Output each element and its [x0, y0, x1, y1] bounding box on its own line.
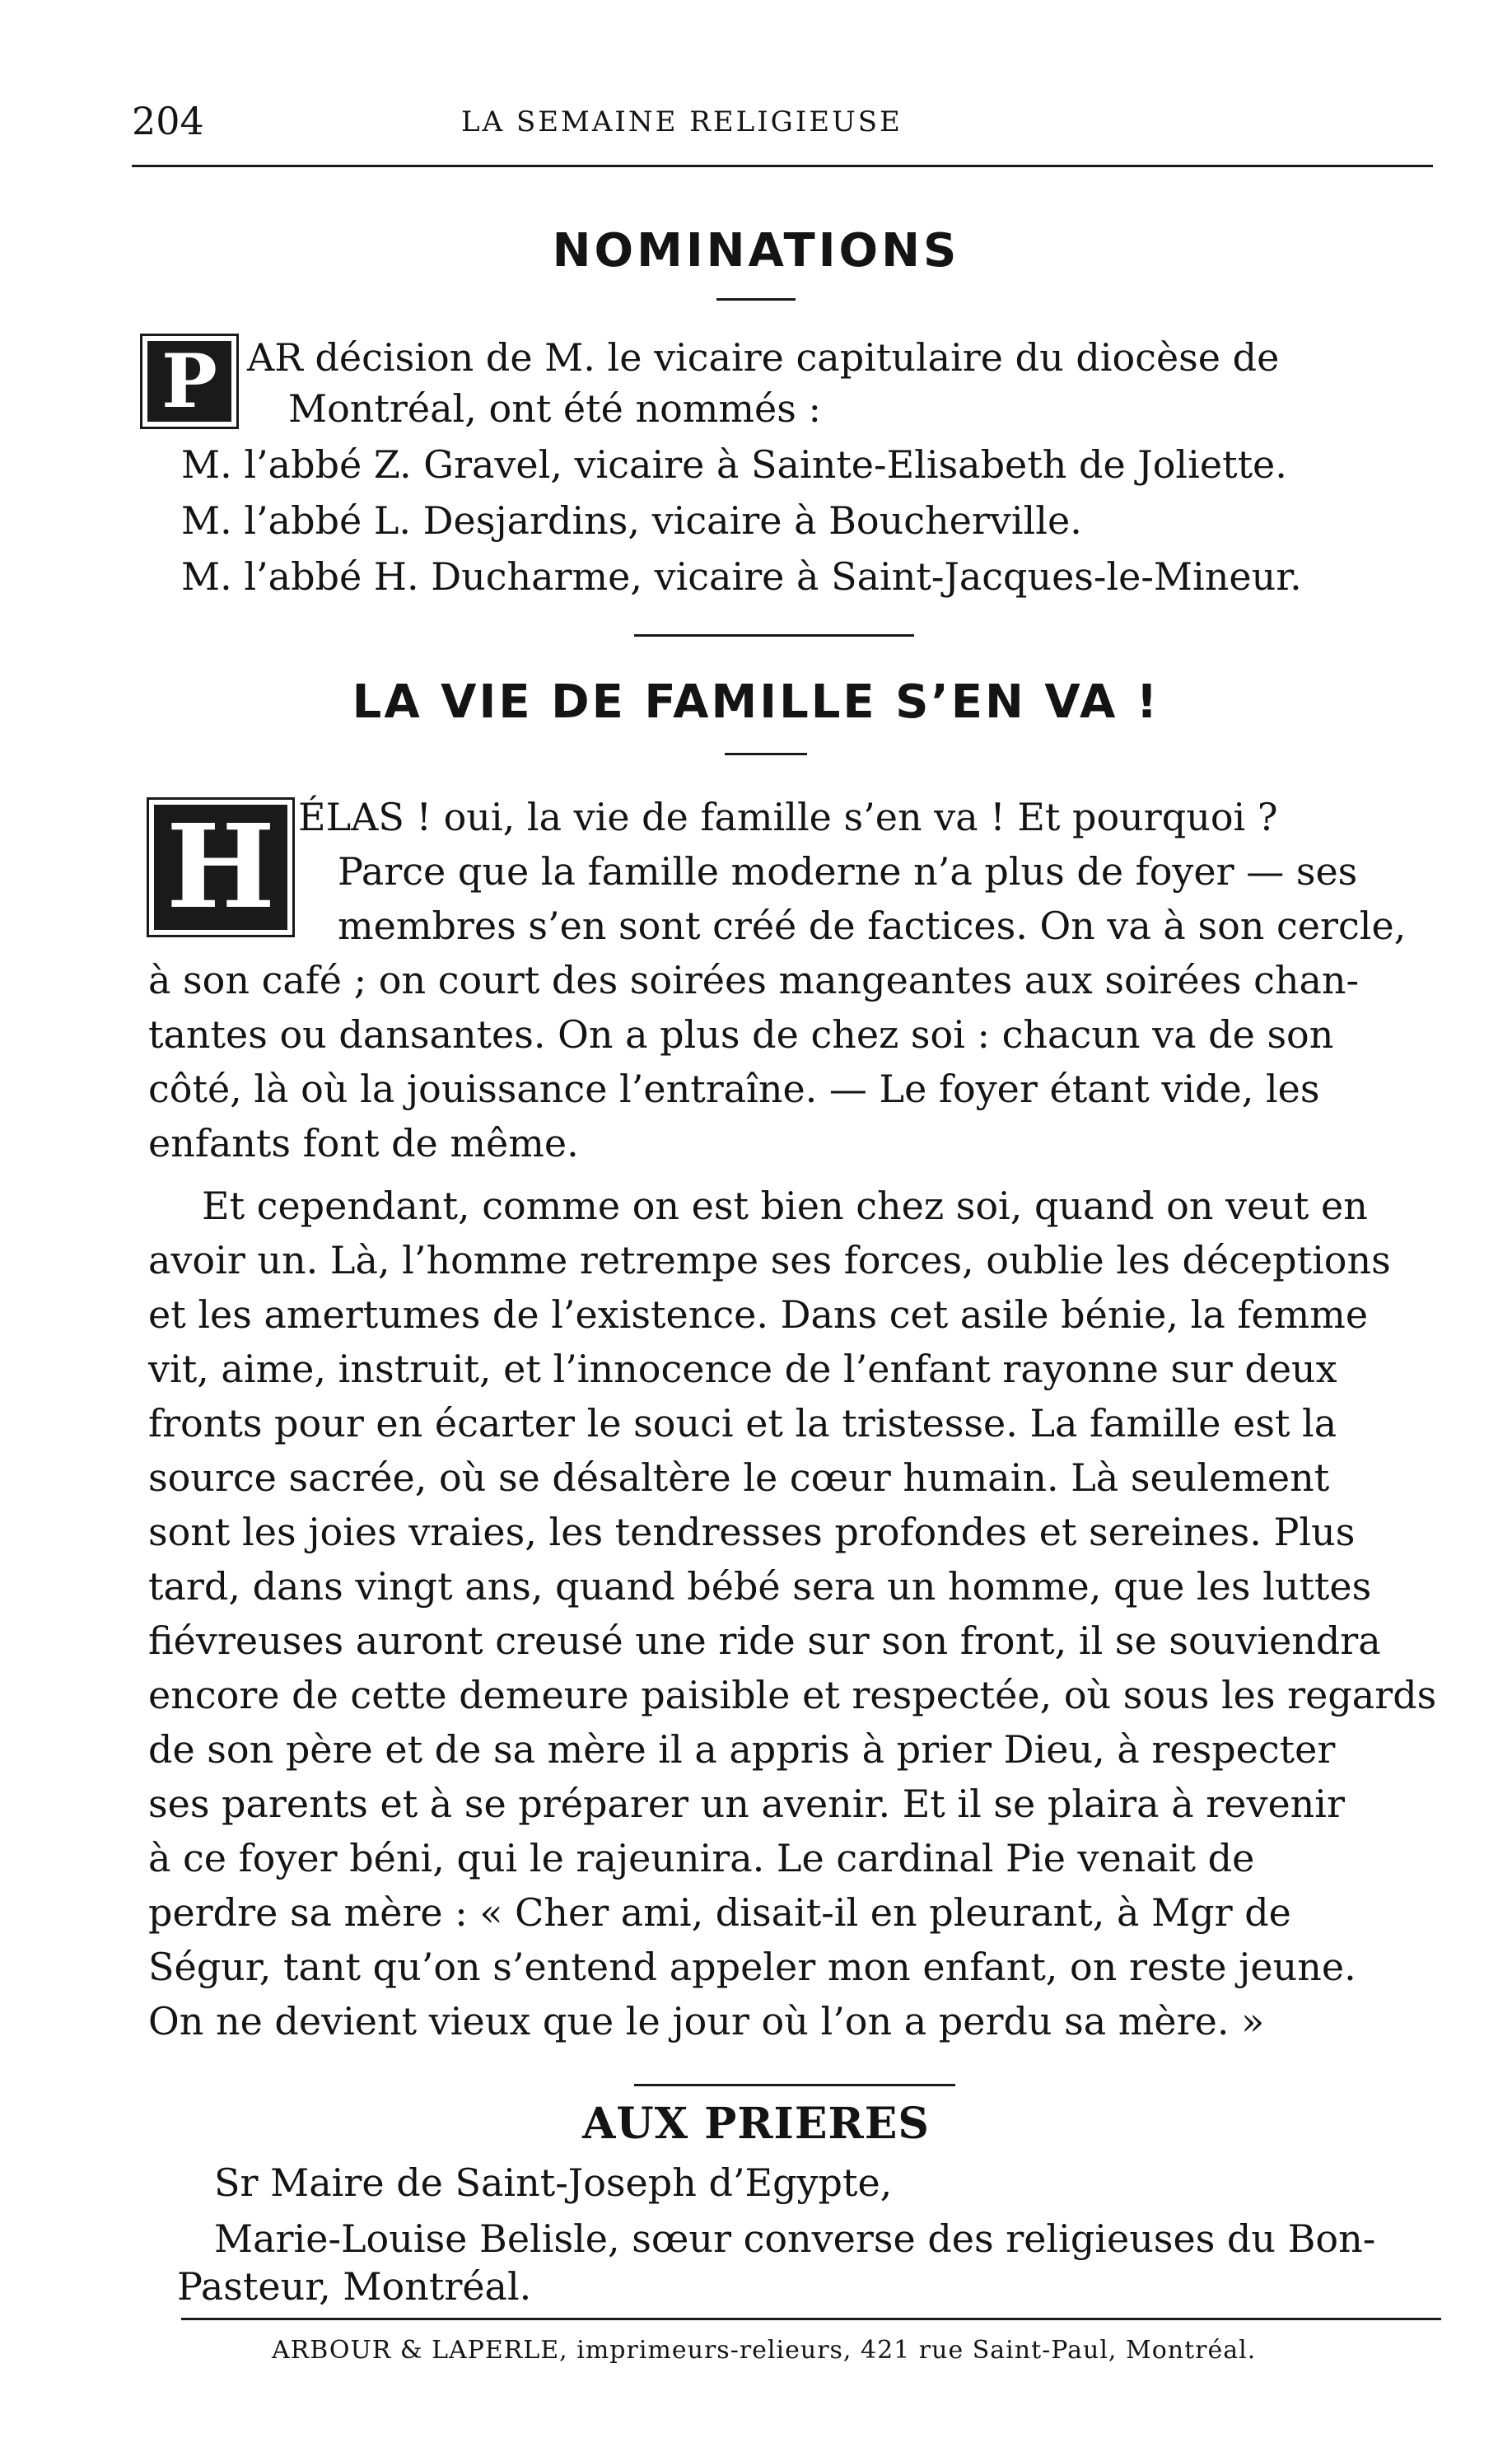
article-line: On ne devient vieux que le jour où l’on a perdu sa mère. »: [148, 1999, 1265, 2043]
article-line: Parce que la famille moderne n’a plus de foyer — ses: [338, 849, 1358, 894]
article-line: source sacrée, où se désaltère le cœur humain. Là seulement: [148, 1455, 1330, 1500]
running-title: LA SEMAINE RELIGIEUSE: [461, 105, 903, 138]
prieres-line: Marie-Louise Belisle, sœur converse des religieuses du Bon-: [214, 2216, 1376, 2261]
header-rule: [132, 165, 1433, 167]
article-line: à ce foyer béni, qui le rajeunira. Le cardinal Pie venait de: [148, 1836, 1255, 1880]
article-line: membres s’en sont créé de factices. On va à son cercle,: [338, 904, 1407, 948]
article-line: perdre sa mère : « Cher ami, disait-il en pleurant, à Mgr de: [148, 1890, 1291, 1935]
article-line: fiévreuses auront creusé une ride sur son front, il se souviendra: [148, 1618, 1381, 1663]
title-underline-rule: [716, 298, 796, 301]
dropcap-p-ornament: P: [140, 334, 239, 429]
article-line: encore de cette demeure paisible et respectée, où sous les regards: [148, 1673, 1437, 1717]
article-line: côté, là où la jouissance l’entraîne. — Le foyer étant vide, les: [148, 1067, 1320, 1111]
title-underline-rule: [725, 753, 807, 755]
section-divider-rule: [634, 634, 914, 637]
section-divider-rule: [634, 2084, 955, 2086]
footer-rule: [181, 2318, 1441, 2320]
nominations-line: AR décision de M. le vicaire capitulaire du diocèse de: [247, 335, 1280, 380]
printer-imprint: ARBOUR & LAPERLE, imprimeurs-relieurs, 421 rue Saint-Paul, Montréal.: [272, 2336, 1257, 2365]
nominations-line: M. l’abbé H. Ducharme, vicaire à Saint-Jacques-le-Mineur.: [181, 554, 1302, 599]
article-line: tantes ou dansantes. On a plus de chez soi : chacun va de son: [148, 1012, 1334, 1057]
article-line: vit, aime, instruit, et l’innocence de l’enfant rayonne sur deux: [148, 1347, 1337, 1391]
article-line: de son père et de sa mère il a appris à prier Dieu, à respecter: [148, 1727, 1336, 1772]
article-line: à son café ; on court des soirées mangeantes aux soirées chan-: [148, 958, 1360, 1002]
page-number: 204: [132, 99, 204, 143]
prieres-line: Sr Maire de Saint-Joseph d’Egypte,: [214, 2160, 893, 2205]
nominations-line: Montréal, ont été nommés :: [288, 386, 821, 431]
section-title-aux-prieres: AUX PRIERES: [582, 2099, 930, 2149]
nominations-line: M. l’abbé L. Desjardins, vicaire à Boucherville.: [181, 498, 1082, 543]
article-line: sont les joies vraies, les tendresses profondes et sereines. Plus: [148, 1510, 1356, 1554]
article-line: tard, dans vingt ans, quand bébé sera un homme, que les luttes: [148, 1564, 1372, 1609]
article-line: ÉLAS ! oui, la vie de famille s’en va ! Et pourquoi ?: [298, 795, 1278, 839]
running-head: [132, 99, 1433, 156]
article-line: fronts pour en écarter le souci et la tristesse. La famille est la: [148, 1401, 1337, 1446]
article-line: ses parents et à se préparer un avenir. Et il se plaira à revenir: [148, 1782, 1345, 1826]
dropcap-h-ornament: H: [147, 797, 295, 937]
prieres-line: Pasteur, Montréal.: [177, 2264, 532, 2309]
article-line: et les amertumes de l’existence. Dans cet asile bénie, la femme: [148, 1292, 1369, 1337]
section-title-nominations: NOMINATIONS: [552, 224, 960, 278]
article-line: avoir un. Là, l’homme retrempe ses forces, oublie les déceptions: [148, 1238, 1391, 1282]
article-line: Et cependant, comme on est bien chez soi, quand on veut en: [202, 1184, 1368, 1228]
article-line: Ségur, tant qu’on s’entend appeler mon enfant, on reste jeune.: [148, 1945, 1356, 1989]
section-title-vie-de-famille: LA VIE DE FAMILLE S’EN VA !: [352, 675, 1160, 729]
article-line: enfants font de même.: [148, 1121, 579, 1165]
nominations-line: M. l’abbé Z. Gravel, vicaire à Sainte-Elisabeth de Joliette.: [181, 442, 1287, 487]
